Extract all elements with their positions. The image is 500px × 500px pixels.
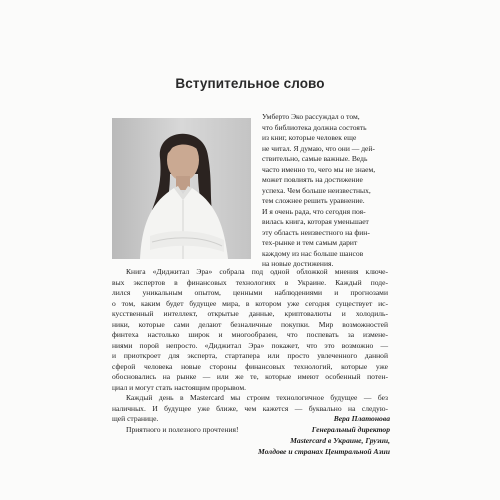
side-line: что библиотека должна состоять	[262, 122, 367, 132]
body-line: ники, которые сами делают безналичные покупки. Мир возможностей	[112, 319, 388, 329]
signature-position: Генеральный директор	[311, 425, 390, 434]
intro-body-text	[112, 267, 388, 435]
side-line: часто именно то, чего мы не знаем,	[262, 164, 376, 174]
signature-block	[130, 413, 390, 457]
body-line: ниями порой непросто. «Диджитал Эра» покажет, что это возможно —	[112, 340, 388, 350]
side-line: успеха. Чем больше неизвестных,	[262, 185, 371, 195]
side-line: каждому из нас больше шансов	[262, 248, 364, 258]
side-line: Умберто Эко рассуждал о том,	[262, 112, 360, 121]
body-line: сферой человека новые стороны финансовых технологий, которые уже	[112, 361, 388, 371]
body-line: и приоткроет для эксперта, стартапера или просто увлеченного данной	[112, 351, 388, 360]
closing-line: Приятного и полезного прочтения!	[126, 424, 239, 434]
body-line: Каждый день в Mastercard мы строим технологичное будущее — без	[126, 393, 388, 402]
side-line: тех-рынке и тем самым дарит	[262, 238, 358, 247]
body-line: щей странице.	[112, 414, 159, 423]
side-line: на новые достижения.	[262, 259, 334, 268]
author-portrait	[112, 118, 251, 259]
side-line: может повлиять на достижение	[262, 175, 363, 184]
page-title: Вступительное слово	[175, 76, 325, 91]
side-line: эту область неизвестного на фин-	[262, 227, 370, 237]
body-line: вых экспертов в финансовых технологиях в Украине. Каждый поде-	[112, 277, 388, 287]
signature-region: Молдове и странах Центральной Азии	[258, 447, 390, 456]
side-line: ствительно, самые важные. Ведь	[262, 154, 368, 163]
body-line: о том, каким будет будущее мира, в котором уже сегодня существует ис-	[112, 298, 388, 308]
body-line: обосновались на рынке — или же те, которые имеют особенный потен-	[112, 372, 388, 381]
signature-name: Вера Платонова	[333, 414, 390, 423]
portrait-photo-icon	[112, 118, 251, 259]
side-line: не читал. Я думаю, что они — дей-	[262, 143, 375, 153]
body-line: финтеха настолько широк и многообразен, что поспевать за измене-	[112, 330, 388, 339]
body-line: Книга «Диджитал Эра» собрала под одной обложкой мнения ключе-	[126, 267, 388, 276]
signature-company: Mastercard в Украине, Грузии,	[290, 436, 390, 445]
intro-side-paragraph	[262, 112, 388, 270]
body-line: наличных. И будущее уже ближе, чем кажется — буквально на следую-	[112, 403, 388, 413]
body-line: циал и могут стать настоящим прорывом.	[112, 382, 246, 392]
side-line: И я очень рада, что сегодня поя-	[262, 206, 366, 216]
side-line: вилась книга, которая уменьшает	[262, 217, 369, 226]
side-line: из книг, которые человек еще	[262, 133, 357, 142]
body-line: кусственный интеллект, открытые данные, криптовалюты и холодиль-	[112, 309, 388, 318]
body-line: лился уникальным опытом, ценными наблюдениями и прогнозами	[112, 288, 388, 297]
side-line: тем сложнее решить уравнение.	[262, 196, 365, 205]
